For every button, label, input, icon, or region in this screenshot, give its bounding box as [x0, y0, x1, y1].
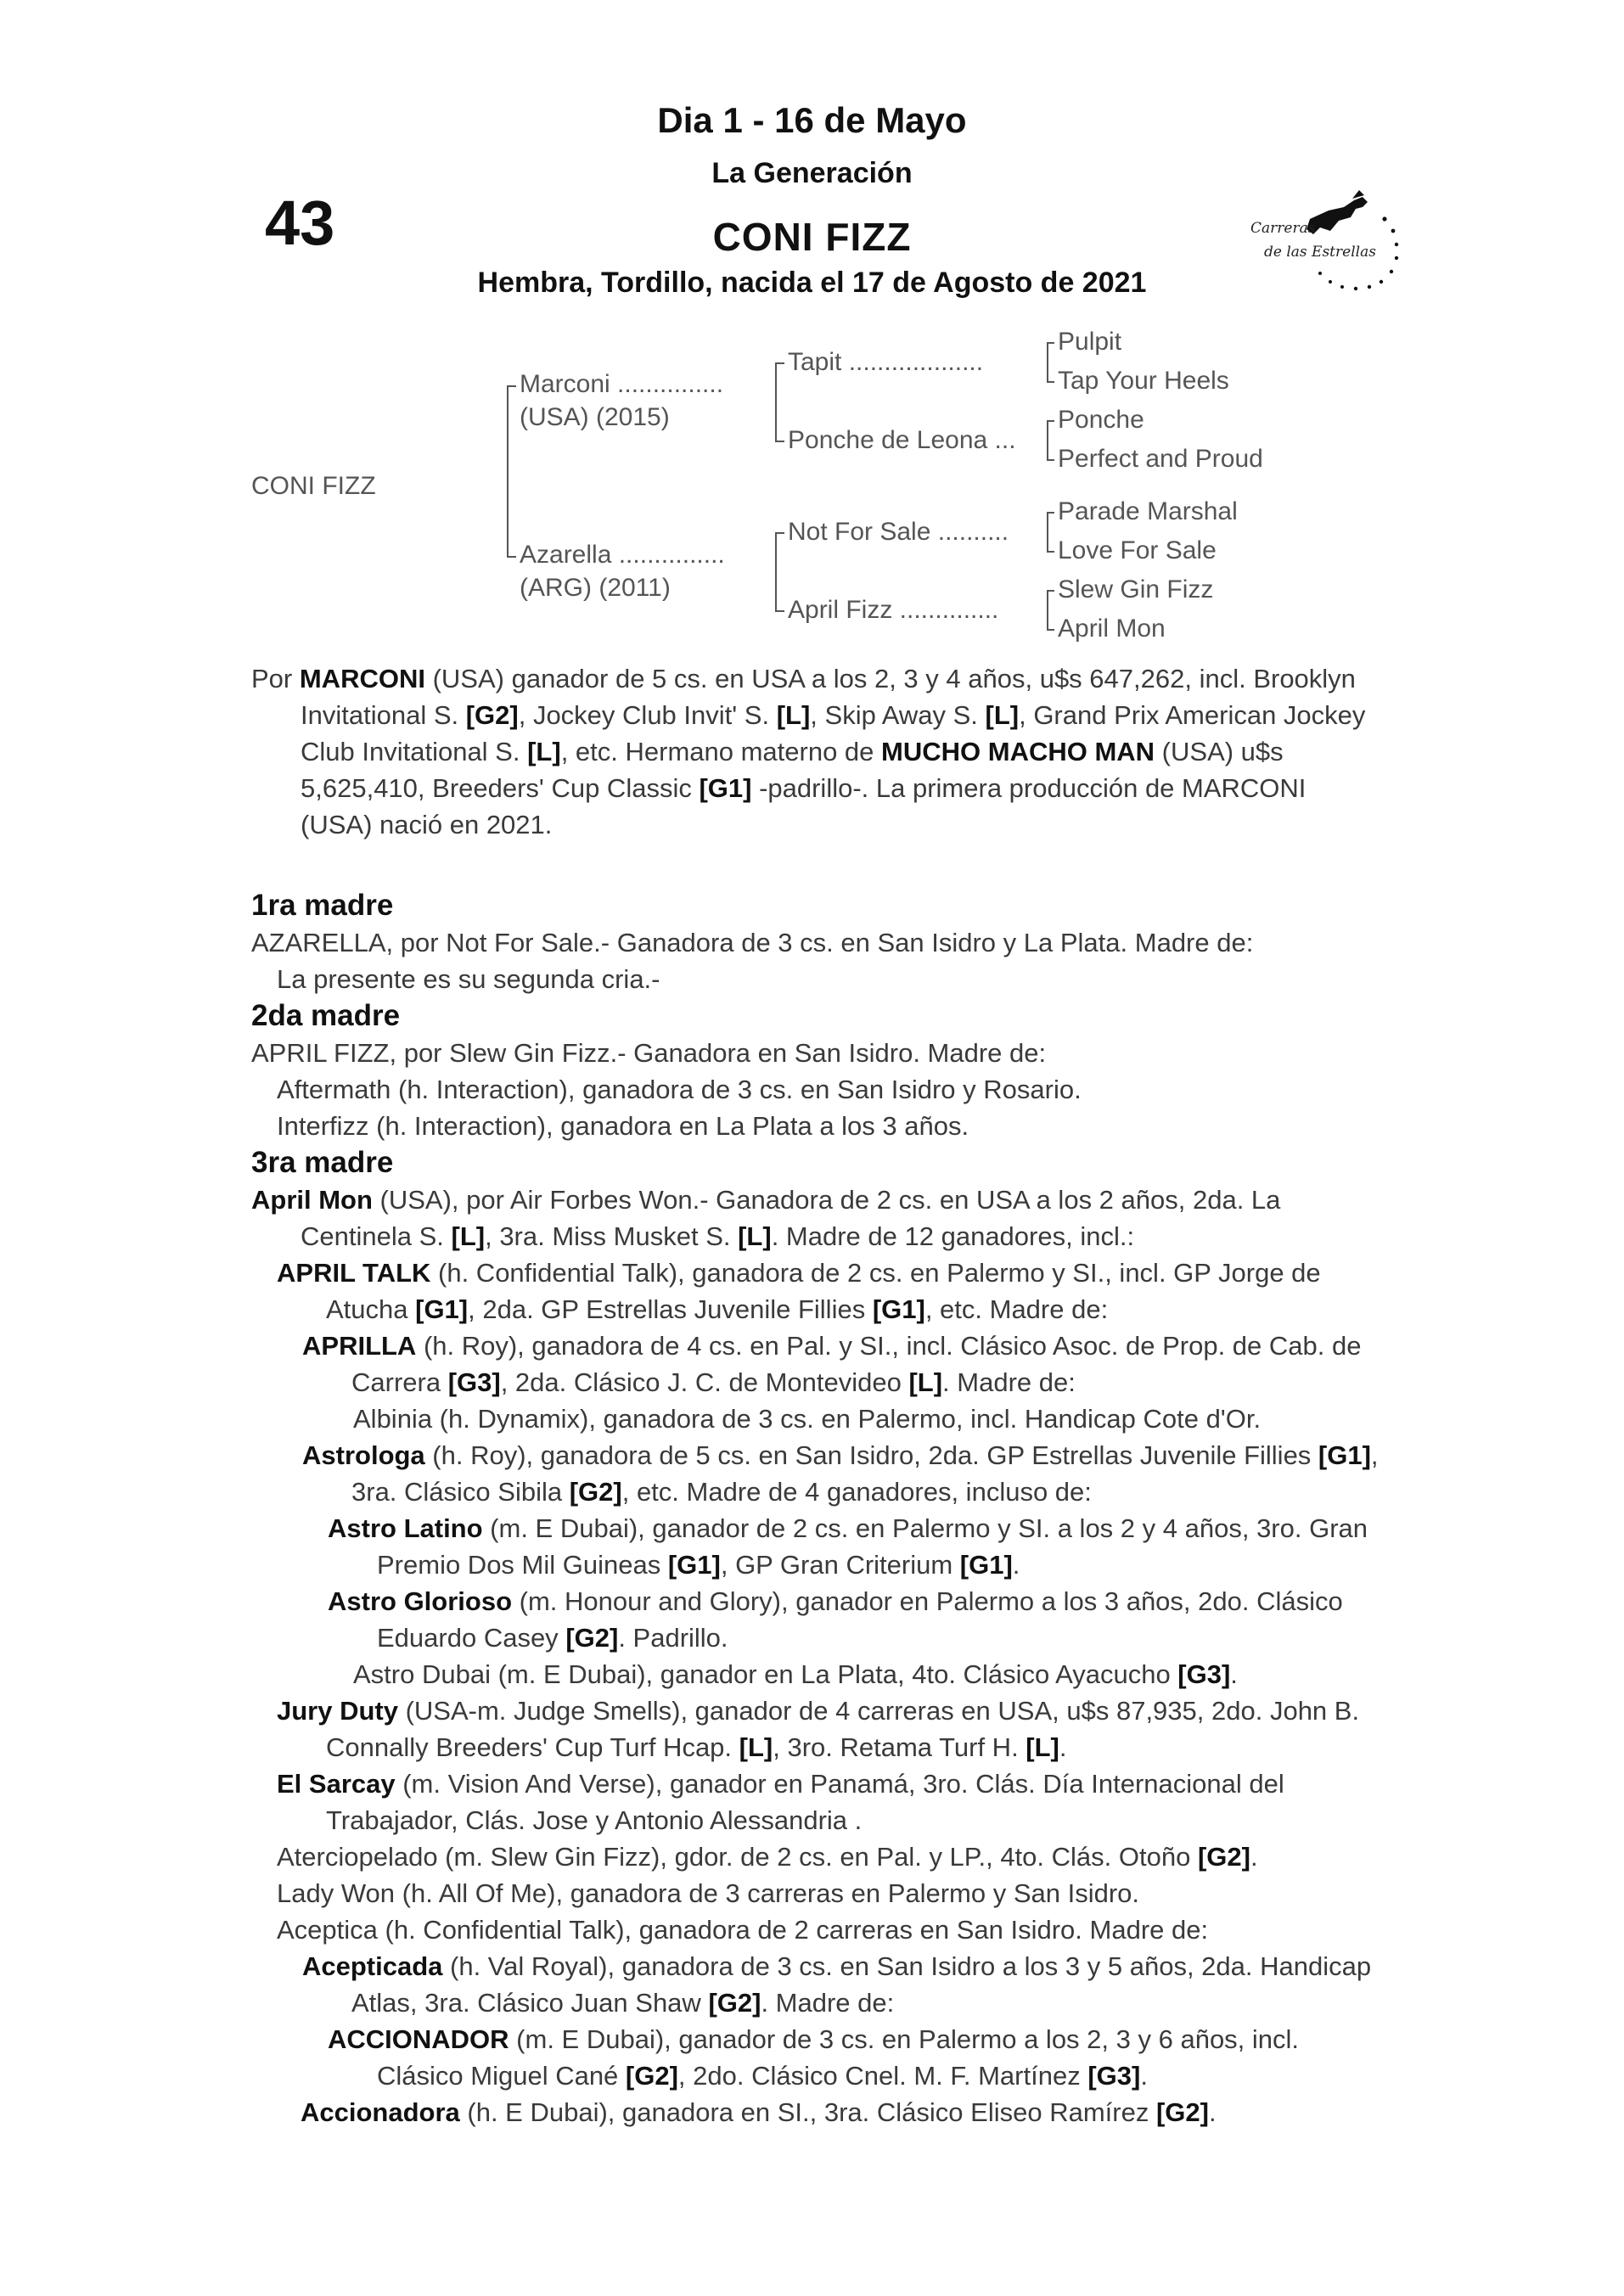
second-dam-produce-2: Interfizz (h. Interaction), ganadora en La Plata a los 3 años. — [277, 1111, 969, 1141]
produce-entry: Astrologa (h. Roy), ganadora de 5 cs. en San Isidro, 2da. GP Estrellas Juvenile Fillies [G1], 3ra. Clásico Sibila [G2], etc. Madre de 4 ganadores, incluso de: — [302, 1440, 1379, 1507]
first-dam-produce: La presente es su segunda cria.- — [277, 964, 660, 994]
second-dam-heading: 2da madre — [251, 999, 401, 1032]
pedigree-sire: Marconi ............... — [520, 370, 724, 398]
produce-entry: ACCIONADOR (m. E Dubai), ganador de 3 cs. en Palermo a los 2, 3 y 6 años, incl. Clásico Miguel Cané [G2], 2do. Clásico Cnel. M. F. Martínez [G3]. — [328, 2024, 1300, 2091]
pedigree-g3-7: Slew Gin Fizz — [1058, 575, 1214, 603]
produce-entry: Astro Latino (m. E Dubai), ganador de 2 cs. en Palermo y SI. a los 2 y 4 años, 3ro. Gran Premio Dos Mil Guineas [G1], GP Gran Criterium [G1]. — [328, 1513, 1368, 1580]
produce-entry: APRIL TALK (h. Confidential Talk), ganadora de 2 cs. en Palermo y SI., incl. GP Jorge de Atucha [G1], 2da. GP Estrellas Juvenile Fillies [G1], etc. Madre de: — [277, 1258, 1321, 1324]
produce-entry: Aceptica (h. Confidential Talk), ganadora de 2 carreras en San Isidro. Madre de: — [277, 1915, 1209, 1945]
produce-entry: Albinia (h. Dynamix), ganadora de 3 cs. en Palermo, incl. Handicap Cote d'Or. — [353, 1404, 1262, 1434]
logo-line-2: de las Estrellas — [1264, 244, 1376, 261]
first-dam-heading: 1ra madre — [251, 889, 394, 922]
produce-entry: Lady Won (h. All Of Me), ganadora de 3 carreras en Palermo y San Isidro. — [277, 1878, 1140, 1908]
pedigree-g3-5: Parade Marshal — [1058, 497, 1238, 525]
logo-line-1: Carreras — [1250, 220, 1316, 237]
pedigree-sire-dam: Ponche de Leona ... — [788, 426, 1016, 454]
pedigree-dam-origin: (ARG) (2011) — [520, 574, 671, 602]
produce-entry: APRILLA (h. Roy), ganadora de 4 cs. en Pal. y SI., incl. Clásico Asoc. de Prop. de Cab. de Carrera [G3], 2da. Clásico J. C. de Montevideo [L]. Madre de: — [302, 1331, 1362, 1397]
pedigree-brackets — [0, 0, 1624, 679]
produce-entry: Astro Dubai (m. E Dubai), ganador en La Plata, 4to. Clásico Ayacucho [G3]. — [353, 1659, 1238, 1689]
horse-name: CONI FIZZ — [712, 215, 912, 259]
produce-entry: Aterciopelado (m. Slew Gin Fizz), gdor. de 2 cs. en Pal. y LP., 4to. Clás. Otoño [G2]. — [277, 1842, 1258, 1872]
sire-paragraph: Por MARCONI (USA) ganador de 5 cs. en USA a los 2, 3 y 4 años, u$s 647,262, incl. Brooklyn Invitational S. [G2], Jockey Club Invit' S. [L], Skip Away S. [L], Grand Prix American Jockey Club Invitational S. [L], etc. Hermano materno de MUCHO MACHO MAN (USA) u$s 5,625,410, Breeders' Cup Classic [G1] -padrillo-. La primera producción de MARCONI (USA) nació en 2021. — [251, 664, 1366, 839]
produce-entry: Acepticada (h. Val Royal), ganadora de 3 cs. en San Isidro a los 3 y 5 años, 2da. Handicap Atlas, 3ra. Clásico Juan Shaw [G2]. Madre de: — [302, 1951, 1372, 2018]
pedigree-g3-4: Perfect and Proud — [1058, 445, 1263, 473]
horse-description: Hembra, Tordillo, nacida el 17 de Agosto de 2021 — [477, 267, 1147, 299]
generation-label: La Generación — [711, 157, 913, 189]
third-dam-entry: April Mon (USA), por Air Forbes Won.- Ganadora de 2 cs. en USA a los 2 años, 2da. La Centinela S. [L], 3ra. Miss Musket S. [L]. Madre de 12 ganadores, incl.: — [251, 1185, 1281, 1251]
pedigree-g3-3: Ponche — [1058, 406, 1144, 434]
pedigree-g3-8: April Mon — [1058, 615, 1166, 643]
pedigree-sire-sire: Tapit ................... — [788, 348, 984, 376]
produce-entry: Accionadora (h. E Dubai), ganadora en SI., 3ra. Clásico Eliseo Ramírez [G2]. — [301, 2097, 1217, 2127]
pedigree-dam-dam: April Fizz .............. — [788, 596, 999, 624]
pedigree-g3-1: Pulpit — [1058, 328, 1122, 356]
second-dam-line: APRIL FIZZ, por Slew Gin Fizz.- Ganadora en San Isidro. Madre de: — [251, 1038, 1047, 1068]
catalog-body — [251, 660, 1380, 2130]
produce-entry: Astro Glorioso (m. Honour and Glory), ganador en Palermo a los 3 años, 2do. Clásico Eduardo Casey [G2]. Padrillo. — [328, 1586, 1343, 1653]
produce-entry: El Sarcay (m. Vision And Verse), ganador en Panamá, 3ro. Clás. Día Internacional del Trabajador, Clás. Jose y Antonio Alessandria . — [277, 1769, 1284, 1835]
first-dam-line: AZARELLA, por Not For Sale.- Ganadora de 3 cs. en San Isidro y La Plata. Madre de: — [251, 928, 1254, 957]
pedigree-dam: Azarella ............... — [520, 541, 725, 569]
sale-date: Dia 1 - 16 de Mayo — [657, 100, 967, 140]
lot-number: 43 — [265, 188, 335, 258]
second-dam-produce-1: Aftermath (h. Interaction), ganadora de 3 cs. en San Isidro y Rosario. — [277, 1075, 1082, 1104]
pedigree-g3-6: Love For Sale — [1058, 536, 1217, 564]
third-dam-heading: 3ra madre — [251, 1146, 394, 1179]
pedigree-g3-2: Tap Your Heels — [1058, 367, 1229, 395]
produce-entry: Jury Duty (USA-m. Judge Smells), ganador de 4 carreras en USA, u$s 87,935, 2do. John B. Connally Breeders' Cup Turf Hcap. [L], 3ro. Retama Turf H. [L]. — [277, 1696, 1360, 1762]
pedigree-sire-origin: (USA) (2015) — [520, 403, 670, 431]
pedigree-subject: CONI FIZZ — [251, 472, 376, 500]
pedigree-dam-sire: Not For Sale .......... — [788, 518, 1009, 546]
